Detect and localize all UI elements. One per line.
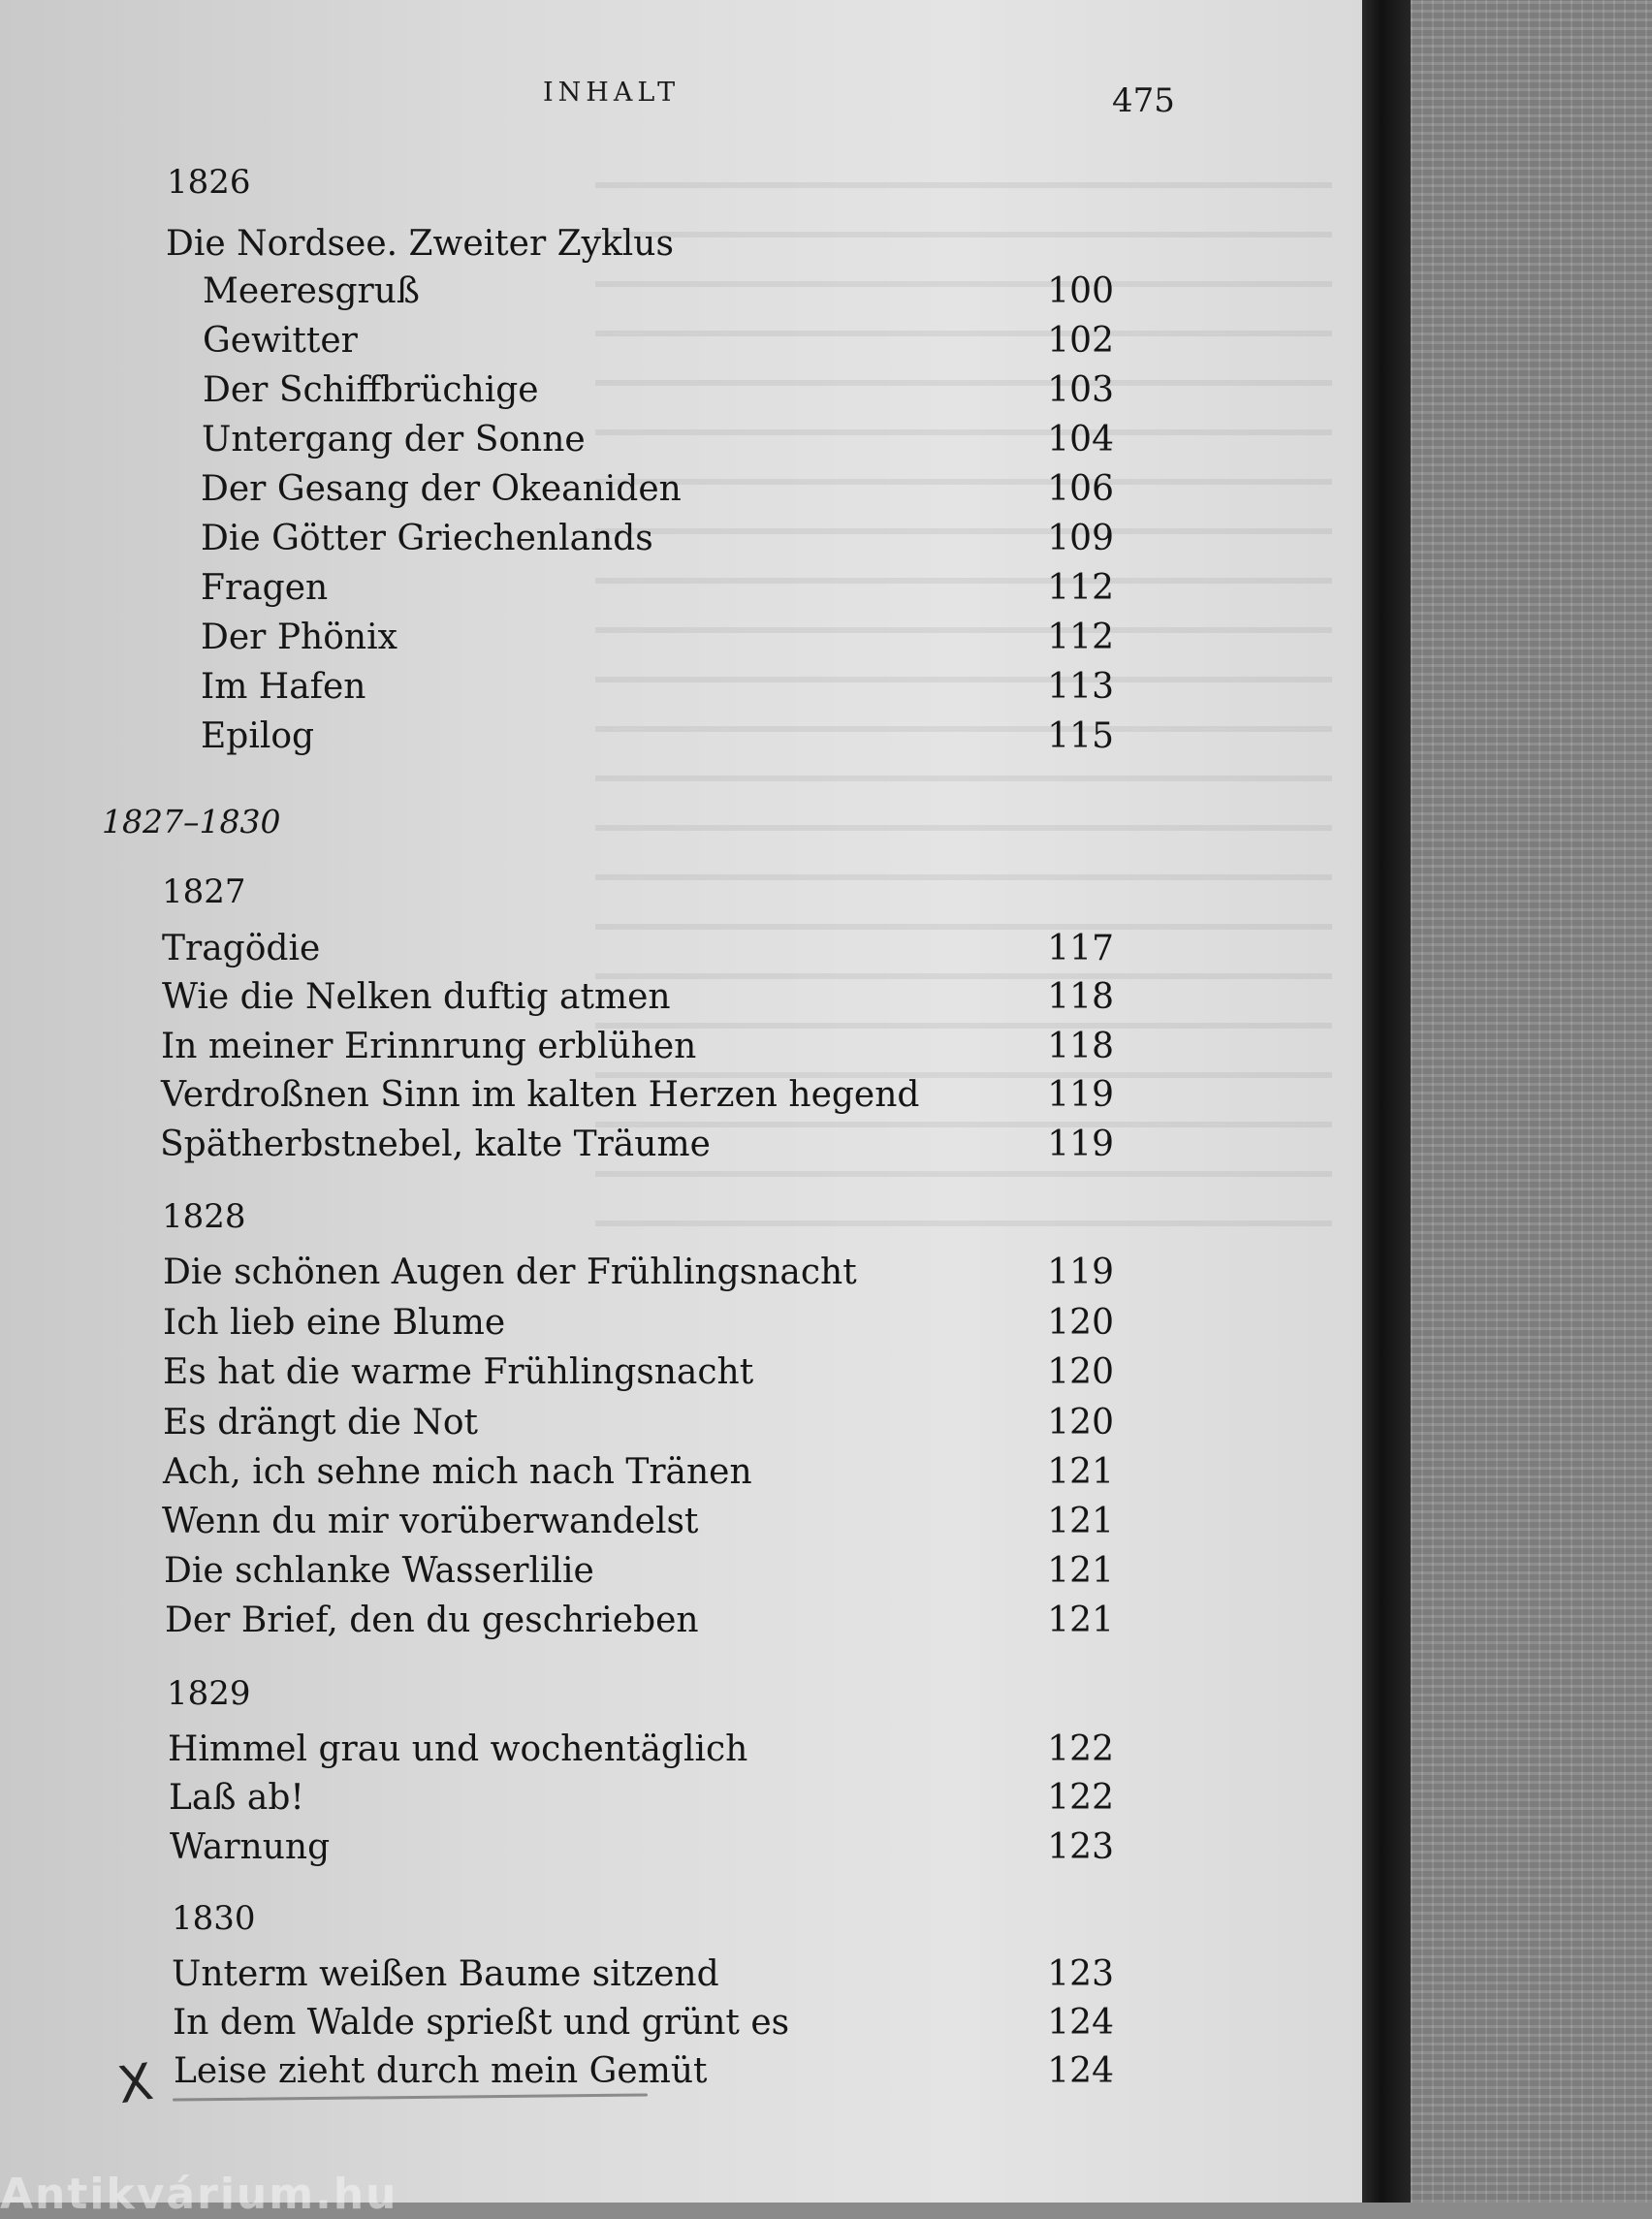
entry-title: Untergang der Sonne bbox=[202, 420, 586, 460]
entry-title: Die Götter Griechenlands bbox=[201, 519, 653, 558]
entry-title: Der Schiffbrüchige bbox=[203, 370, 539, 410]
entry-page: 121 bbox=[1047, 1452, 1114, 1492]
entry-title: Tragödie bbox=[162, 929, 321, 968]
entry-page: 109 bbox=[1047, 519, 1114, 558]
entry-title: Der Gesang der Okeaniden bbox=[201, 469, 682, 509]
year-heading-1830: 1830 bbox=[172, 1899, 256, 1938]
toc-entry bbox=[170, 1826, 1114, 1869]
toc-entry bbox=[201, 617, 1114, 659]
toc-entry bbox=[164, 1550, 1114, 1593]
toc-entry bbox=[174, 2050, 1114, 2093]
book-spine bbox=[1362, 0, 1411, 2203]
entry-page: 121 bbox=[1047, 1502, 1114, 1541]
page-number: 475 bbox=[1112, 81, 1175, 120]
entry-page: 118 bbox=[1047, 1027, 1114, 1066]
cycle-heading bbox=[166, 223, 1135, 266]
entry-title: Es hat die warme Frühlingsnacht bbox=[163, 1352, 754, 1392]
entry-page: 106 bbox=[1047, 469, 1114, 509]
toc-entry bbox=[201, 468, 1114, 511]
entry-page: 117 bbox=[1047, 929, 1114, 968]
entry-title: Fragen bbox=[201, 568, 329, 608]
entry-title: Verdroßnen Sinn im kalten Herzen hegend bbox=[161, 1075, 920, 1115]
book-cover-board bbox=[1411, 0, 1652, 2203]
entry-title: Wie die Nelken duftig atmen bbox=[162, 977, 671, 1017]
entry-page: 100 bbox=[1047, 271, 1114, 311]
entry-page: 103 bbox=[1047, 370, 1114, 410]
entry-page: 112 bbox=[1047, 568, 1114, 608]
running-head: INHALT bbox=[543, 78, 681, 108]
entry-title: Im Hafen bbox=[201, 667, 366, 707]
pencil-x-mark-icon: X bbox=[113, 2052, 157, 2116]
entry-title: Der Phönix bbox=[201, 618, 397, 657]
toc-entry bbox=[172, 1953, 1114, 1996]
entry-page: 124 bbox=[1047, 2051, 1114, 2091]
toc-entry bbox=[162, 928, 1114, 970]
toc-entry bbox=[165, 1600, 1114, 1642]
toc-entry bbox=[169, 1777, 1114, 1820]
year-heading-1827: 1827 bbox=[162, 872, 246, 911]
toc-entry bbox=[163, 1351, 1114, 1394]
toc-entry bbox=[203, 270, 1114, 313]
toc-entry bbox=[163, 1451, 1114, 1494]
entry-title: Epilog bbox=[201, 716, 315, 756]
entry-page: 112 bbox=[1047, 618, 1114, 657]
toc-entry bbox=[161, 1074, 1114, 1117]
entry-page: 124 bbox=[1047, 2003, 1114, 2043]
entry-title: Der Brief, den du geschrieben bbox=[165, 1601, 699, 1640]
toc-entry bbox=[203, 369, 1114, 412]
year-heading-1826: 1826 bbox=[167, 163, 251, 202]
toc-entry bbox=[201, 518, 1114, 560]
entry-page: 104 bbox=[1047, 420, 1114, 460]
entry-page: 122 bbox=[1047, 1778, 1114, 1818]
entry-title: Wenn du mir vorüberwandelst bbox=[162, 1502, 699, 1541]
toc-entry bbox=[162, 1501, 1114, 1543]
entry-page: 123 bbox=[1047, 1827, 1114, 1867]
toc-entry bbox=[160, 1124, 1114, 1166]
entry-page: 115 bbox=[1047, 716, 1114, 756]
entry-page: 123 bbox=[1047, 1954, 1114, 1994]
toc-entry bbox=[201, 567, 1114, 610]
toc-entry bbox=[202, 419, 1114, 461]
toc-entry bbox=[163, 1252, 1114, 1294]
toc-entry bbox=[161, 1026, 1114, 1068]
entry-title: Ich lieb eine Blume bbox=[163, 1303, 506, 1343]
entry-page: 118 bbox=[1047, 977, 1114, 1017]
toc-entry bbox=[163, 1402, 1114, 1444]
entry-title: Spätherbstnebel, kalte Träume bbox=[160, 1125, 711, 1164]
entry-page: 119 bbox=[1047, 1252, 1114, 1292]
entry-title: Die schönen Augen der Frühlingsnacht bbox=[163, 1252, 857, 1292]
entry-title: Ach, ich sehne mich nach Tränen bbox=[163, 1452, 752, 1492]
entry-title: Gewitter bbox=[203, 321, 358, 361]
entry-title: Die schlanke Wasserlilie bbox=[164, 1551, 594, 1591]
year-heading-1828: 1828 bbox=[162, 1197, 246, 1236]
entry-title: Meeresgruß bbox=[203, 271, 420, 311]
entry-title: Es drängt die Not bbox=[163, 1403, 479, 1442]
entry-page: 120 bbox=[1047, 1403, 1114, 1442]
entry-page: 121 bbox=[1047, 1601, 1114, 1640]
toc-entry bbox=[162, 976, 1114, 1019]
period-heading: 1827–1830 bbox=[102, 803, 281, 840]
toc-entry bbox=[168, 1728, 1114, 1771]
entry-title: Laß ab! bbox=[169, 1778, 304, 1818]
year-heading-1829: 1829 bbox=[167, 1674, 251, 1713]
entry-page: 120 bbox=[1047, 1303, 1114, 1343]
entry-page: 113 bbox=[1047, 667, 1114, 707]
cycle-title: Die Nordsee. Zweiter Zyklus bbox=[166, 224, 674, 264]
entry-title: Leise zieht durch mein Gemüt bbox=[174, 2051, 708, 2091]
entry-page: 119 bbox=[1047, 1125, 1114, 1164]
toc-entry bbox=[201, 666, 1114, 709]
entry-page: 119 bbox=[1047, 1075, 1114, 1115]
entry-title: In meiner Erinnrung erblühen bbox=[161, 1027, 697, 1066]
entry-page: 122 bbox=[1047, 1729, 1114, 1769]
toc-entry bbox=[201, 715, 1114, 758]
entry-page: 102 bbox=[1047, 321, 1114, 361]
toc-entry bbox=[203, 320, 1114, 363]
entry-title: Unterm weißen Baume sitzend bbox=[172, 1954, 719, 1994]
toc-entry bbox=[173, 2002, 1114, 2045]
entry-page: 120 bbox=[1047, 1352, 1114, 1392]
toc-entry bbox=[163, 1302, 1114, 1345]
entry-title: In dem Walde sprießt und grünt es bbox=[173, 2003, 790, 2043]
entry-title: Himmel grau und wochentäglich bbox=[168, 1729, 748, 1769]
entry-page: 121 bbox=[1047, 1551, 1114, 1591]
watermark: Antikvárium.hu bbox=[0, 2170, 398, 2219]
entry-title: Warnung bbox=[170, 1827, 331, 1867]
